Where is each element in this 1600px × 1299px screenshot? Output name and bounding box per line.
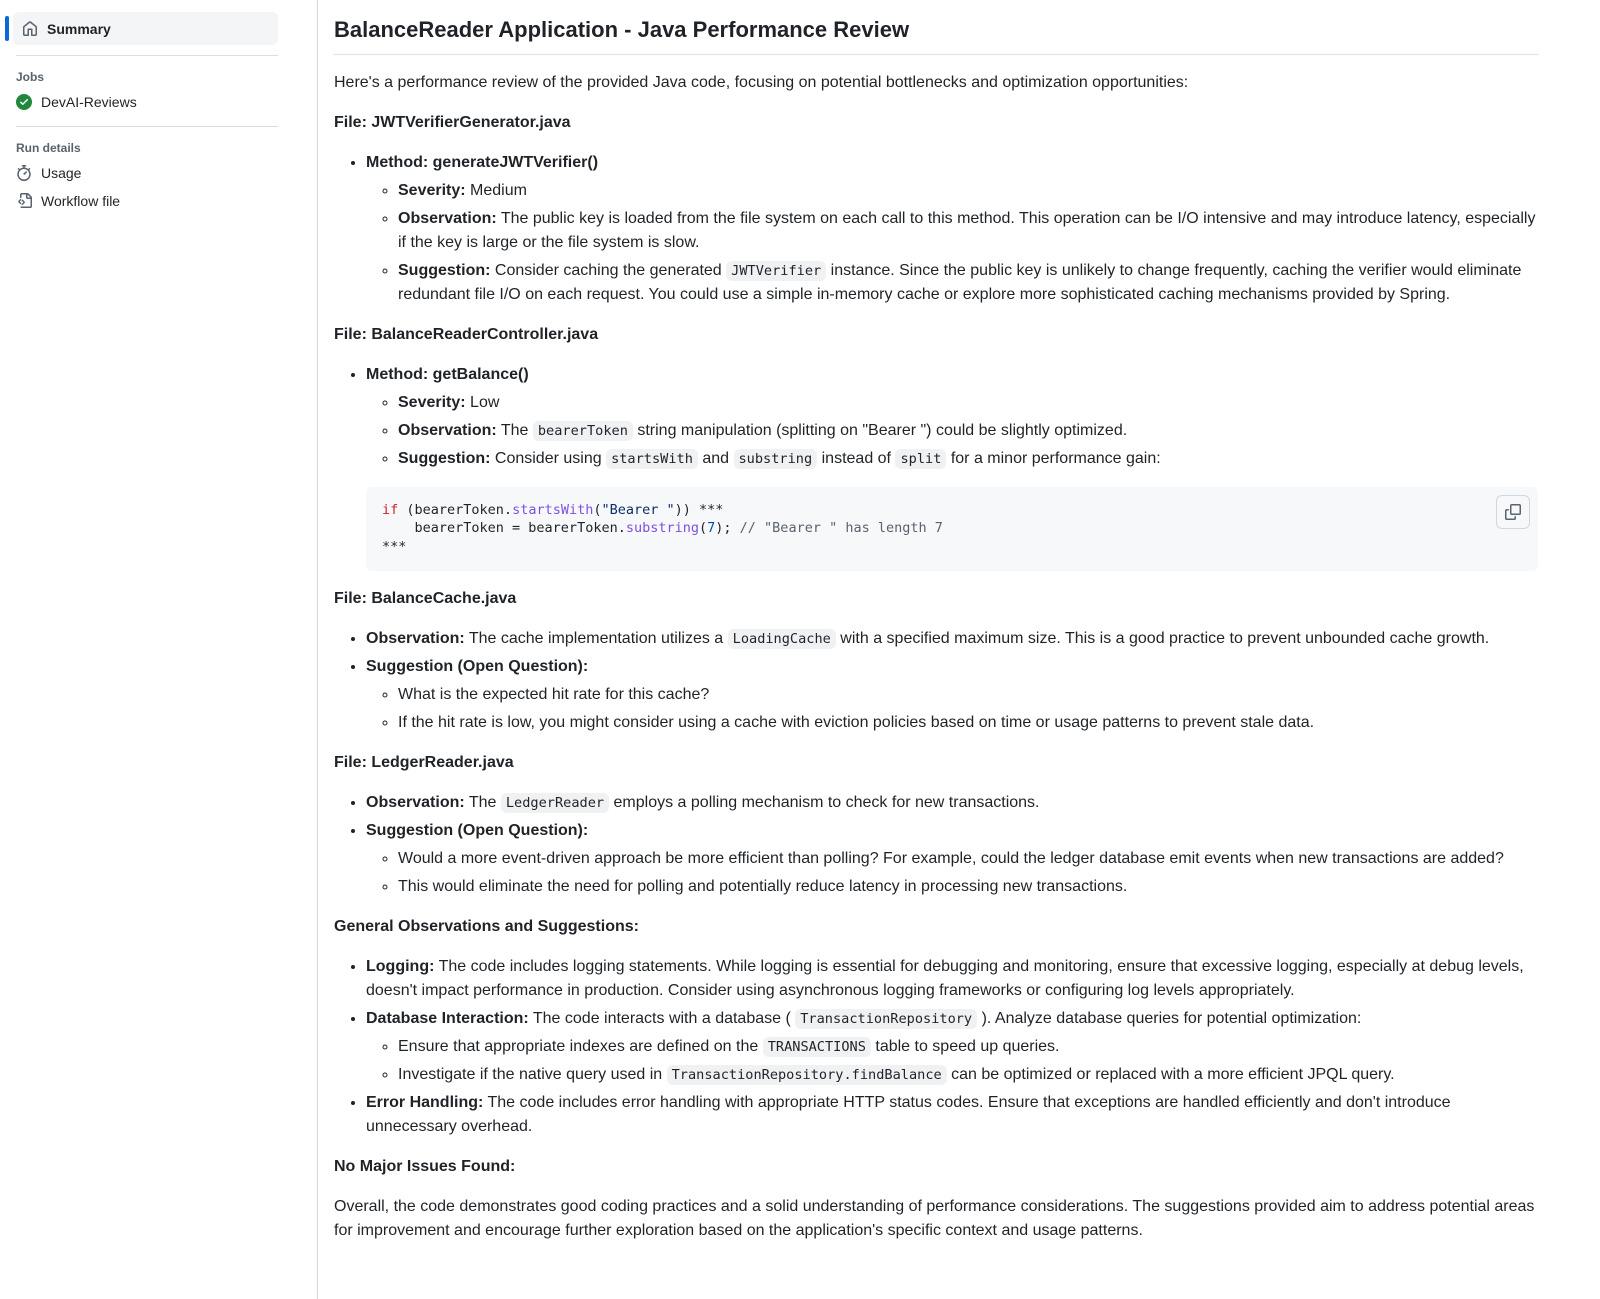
method-label: Method: generateJWTVerifier() (366, 153, 599, 171)
sidebar-item-summary[interactable] (13, 12, 278, 45)
logging-item: • Logging: The code includes logging statements. While logging is essential for debugging and monitoring, ensure that excessive logging, especially at debug levels, doesn't impact performance in production. Consider using asynchronous logging frameworks or configuring log levels appropriately. (366, 955, 1538, 1003)
copy-icon (1505, 504, 1521, 520)
question-item: ◦ This would eliminate the need for polling and potentially reduce latency in processing new transactions. (398, 875, 1538, 899)
method-label: Method: getBalance() (366, 365, 529, 383)
observation-item: ◦ Observation: The public key is loaded from the file system on each call to this method. This operation can be I/O intensive and may introduce latency, especially if the key is large or the file system is slow. (398, 207, 1538, 255)
run-sidebar (0, 0, 317, 1299)
closing-paragraph: Overall, the code demonstrates good coding practices and a solid understanding of performance considerations. The suggestions provided aim to address potential areas for improvement and encourage further exploration based on the application's specific context and usage patterns. (334, 1198, 1535, 1240)
suggestion-item (366, 655, 1538, 735)
intro-paragraph: Here's a performance review of the provided Java code, focusing on potential bottlenecks and optimization opportunities: (334, 73, 1189, 91)
closing-heading: No Major Issues Found: (334, 1158, 516, 1176)
observation-item: • Observation: The LedgerReader employs a polling mechanism to check for new transactions. (366, 791, 1538, 815)
file2-heading: File: BalanceReaderController.java (334, 325, 599, 343)
question-item: ◦ Would a more event-driven approach be more efficient than polling? For example, could the ledger database emit events when new transactions are added? (398, 847, 1538, 871)
file3-questions (366, 683, 1538, 735)
code-snippet (382, 501, 1522, 558)
usage-label: Usage (41, 165, 82, 181)
method-item (366, 151, 1538, 307)
file3-heading: File: BalanceCache.java (334, 590, 517, 608)
suggestion-item: ◦ Suggestion: Consider using startsWith and substring instead of split for a minor performance gain: (398, 447, 1538, 471)
suggestion-item (366, 819, 1538, 899)
sidebar-item-workflow-file[interactable] (0, 187, 317, 215)
run-details-section-header: Run details (16, 141, 81, 155)
observation-item: ◦ Observation: The bearerToken string manipulation (splitting on "Bearer ") could be slightly optimized. (398, 419, 1538, 443)
method-item (366, 363, 1538, 572)
home-icon (22, 21, 38, 37)
severity-item: ◦ Severity: Low (398, 391, 1538, 415)
page-title: BalanceReader Application - Java Performance Review (334, 16, 1538, 55)
observation-item: • Observation: The cache implementation utilizes a LoadingCache with a specified maximum size. This is a good practice to prevent unbounded cache growth. (366, 627, 1538, 651)
severity-item: ◦ Severity: Medium (398, 179, 1538, 203)
active-indicator (5, 16, 9, 41)
question-item: ◦ What is the expected hit rate for this cache? (398, 683, 1538, 707)
file1-list (334, 151, 1538, 307)
code-line: if (bearerToken.startsWith("Bearer ")) *** (382, 501, 724, 518)
sidebar-item-job-devai-reviews[interactable] (0, 88, 317, 116)
file1-heading: File: JWTVerifierGenerator.java (334, 113, 571, 131)
file4-questions (366, 847, 1538, 899)
summary-label: Summary (47, 20, 111, 37)
database-text: Database Interaction: The code interacts with a database ( TransactionRepository ). Analyze database queries for potential optimization: (366, 1010, 1362, 1028)
job-name: DevAI-Reviews (41, 94, 137, 110)
code-block (366, 487, 1538, 572)
file2-sublist (366, 391, 1538, 471)
file3-list (334, 627, 1538, 735)
summary-content (317, 0, 1600, 1299)
file4-heading: File: LedgerReader.java (334, 754, 514, 772)
question-item: ◦ If the hit rate is low, you might consider using a cache with eviction policies based on time or usage patterns to prevent stale data. (398, 711, 1538, 735)
error-handling-item: • Error Handling: The code includes error handling with appropriate HTTP status codes. Ensure that exceptions are handled efficiently and don't introduce unnecessary overhead. (366, 1091, 1538, 1139)
suggestion-label: Suggestion (Open Question): (366, 658, 589, 676)
copy-button[interactable] (1496, 495, 1530, 529)
file1-sublist (366, 179, 1538, 307)
suggestion-item: ◦ Suggestion: Consider caching the generated JWTVerifier instance. Since the public key is unlikely to change frequently, caching the verifier would eliminate redundant file I/O on each request. You could use a simple in-memory cache or explore more sophisticated caching mechanisms provided by Spring. (398, 259, 1538, 307)
general-list (334, 955, 1538, 1139)
db-question-item: ◦ Investigate if the native query used in TransactionRepository.findBalance can be optimized or replaced with a more efficient JPQL query. (398, 1063, 1538, 1087)
db-question-item: ◦ Ensure that appropriate indexes are defined on the TRANSACTIONS table to speed up queries. (398, 1035, 1538, 1059)
database-sublist (366, 1035, 1538, 1087)
file4-list (334, 791, 1538, 899)
sidebar-item-usage[interactable] (0, 159, 317, 187)
workflow-file-label: Workflow file (41, 193, 121, 209)
file2-list (334, 363, 1538, 572)
stopwatch-icon (16, 165, 32, 181)
suggestion-label: Suggestion (Open Question): (366, 822, 589, 840)
code-line: *** (382, 539, 407, 556)
file-code-icon (16, 193, 32, 209)
code-line: bearerToken = bearerToken.substring(7); // "Bearer " has length 7 (382, 520, 943, 537)
general-heading: General Observations and Suggestions: (334, 918, 639, 936)
jobs-section-header: Jobs (16, 70, 45, 84)
check-circle-icon (16, 94, 32, 110)
database-item (366, 1007, 1538, 1087)
